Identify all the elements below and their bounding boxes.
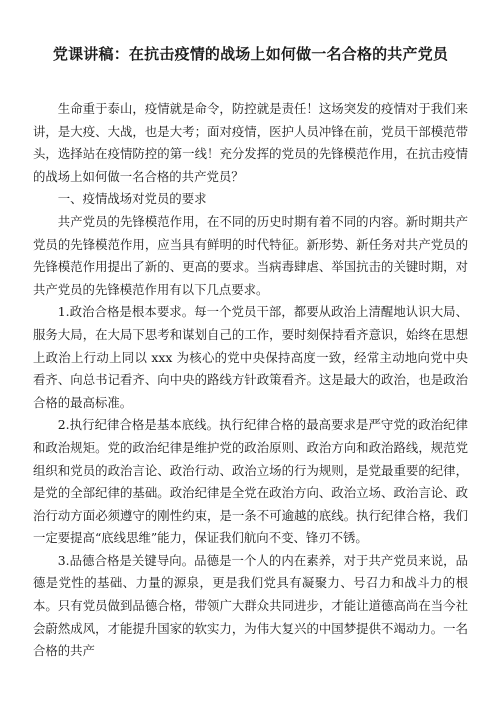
section-heading: 一、疫情战场对党员的要求 bbox=[57, 191, 207, 207]
requirement-paragraph-1: 1.政治合格是根本要求。每一个党员干部，都要从政治上清醒地认识大局、服务大局，在大局下思考和谋划自己的工作，要时刻保持看齐意识，始终在思想上政治上行动上同以 xxx 为核心的党中央保持高度一致，经常主动地向党中央看齐、向总书记看齐、向中央的路线方针政策看齐。这是最大的政治，也是政治合格的最高标准。 bbox=[33, 304, 468, 410]
document-title: 党课讲稿：在抗击疫情的战场上如何做一名合格的共产党员 bbox=[52, 45, 449, 63]
requirement-paragraph-2: 2.执行纪律合格是基本底线。执行纪律合格的最高要求是严守党的政治纪律和政治规矩。党的政治纪律是维护党的政治原则、政治方向和政治路线，规范党组织和党员的政治言论、政治行动、政治立场的行为规则，是党最重要的纪律，是党的全部纪律的基础。政治纪律是全党在政治方向、政治立场、政治言论、政治行动方面必须遵守的刚性约束，是一条不可逾越的底线。执行纪律合格，我们一定要提高“底线思维”能力，保证我们航向不变、锋刃不锈。 bbox=[33, 417, 468, 546]
requirement-paragraph-3: 3.品德合格是关键导向。品德是一个人的内在素养，对于共产党员来说，品德是党性的基础、力量的源泉，更是我们党具有凝聚力、号召力和战斗力的根本。只有党员做到品德合格，带领广大群众共同进步，才能让道德高尚在当今社会蔚然成风，才能提升国家的软实力，为伟大复兴的中国梦提供不竭动力。一名合格的共产 bbox=[33, 552, 468, 659]
intro-paragraph: 生命重于泰山，疫情就是命令，防控就是责任！这场突发的疫情对于我们来讲，是大疫、大战，也是大考；面对疫情，医护人员冲锋在前，党员干部模范带头，选择站在疫情防控的第一线！充分发挥的党员的先锋模范作用，在抗击疫情的战场上如何做一名合格的共产党员？ bbox=[33, 101, 468, 184]
body-paragraph: 共产党员的先锋模范作用，在不同的历史时期有着不同的内容。新时期共产党员的先锋模范作用，应当具有鲜明的时代特征。新形势、新任务对共产党员的先锋模范作用提出了新的、更高的要求。当病毒肆虐、举国抗击的关键时期，对共产党员的先锋模范作用有以下几点要求。 bbox=[33, 213, 468, 297]
